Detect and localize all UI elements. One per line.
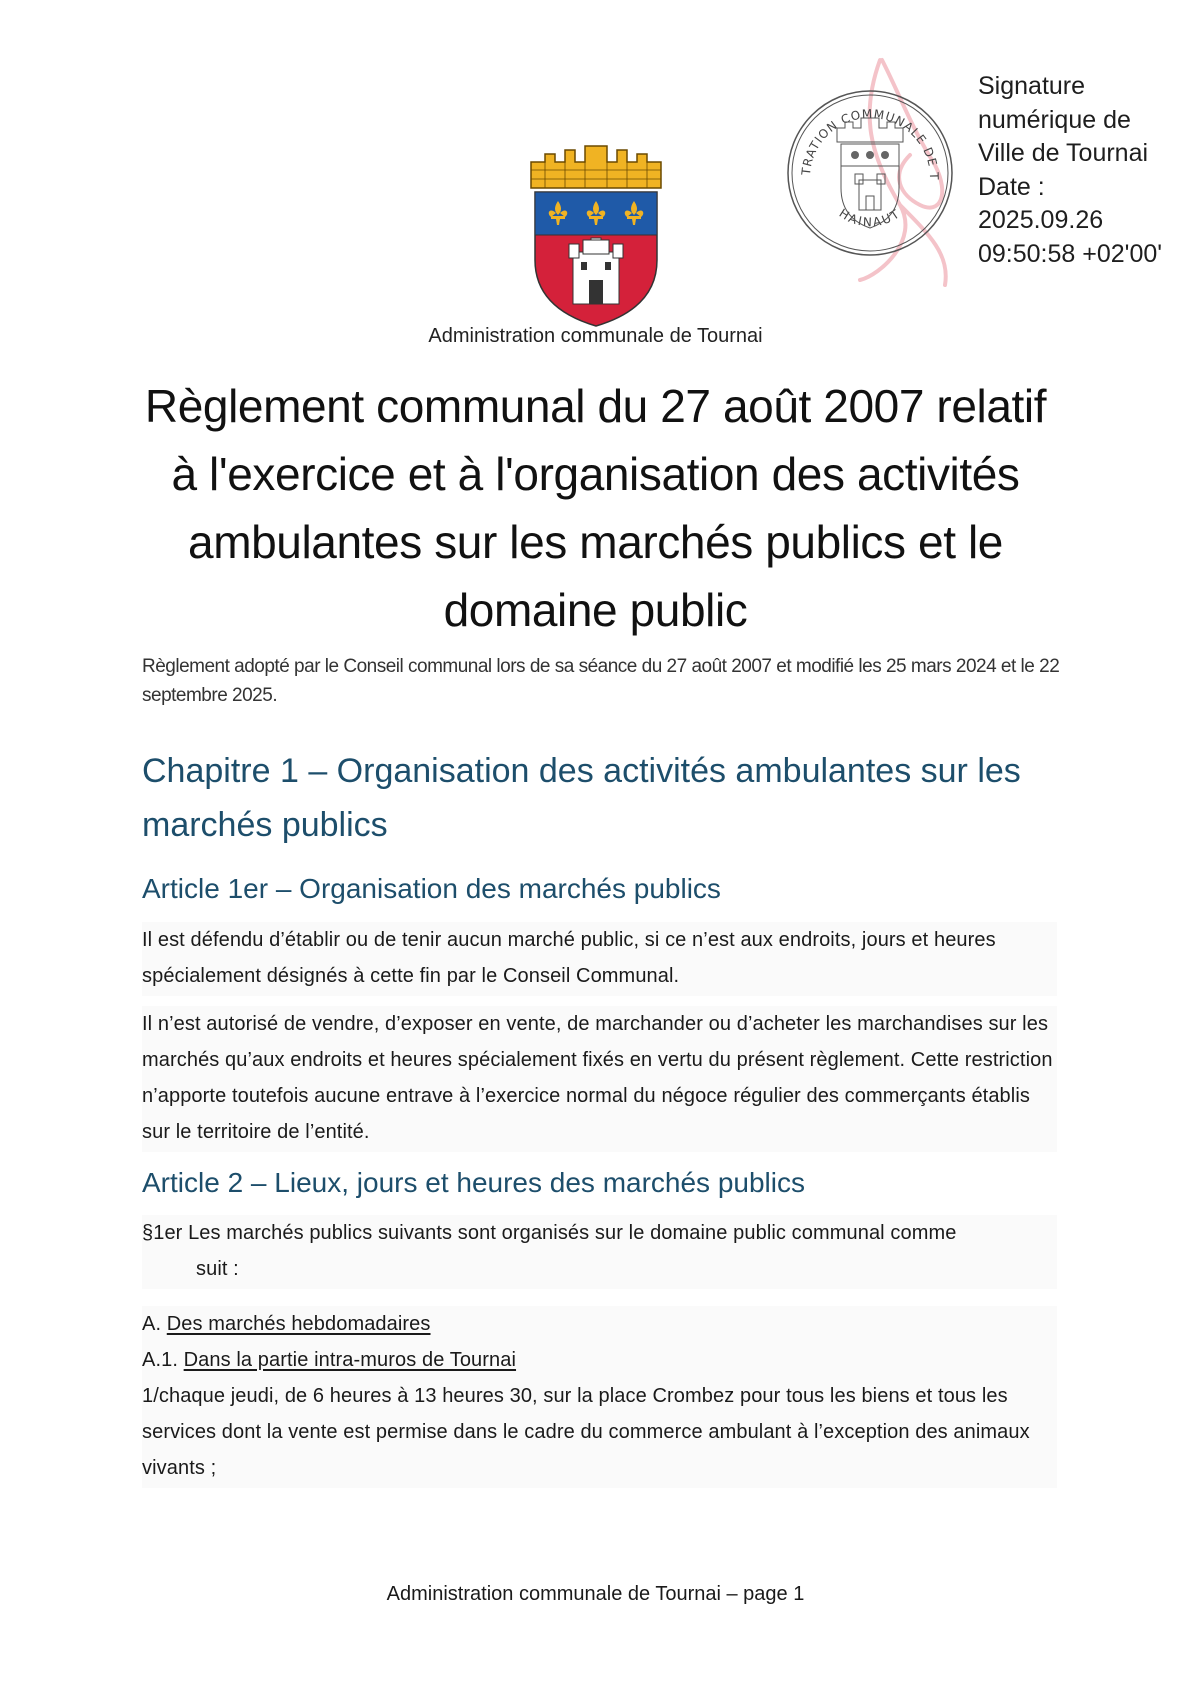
chapter-1-heading: Chapitre 1 – Organisation des activités ambulantes sur les marchés publics bbox=[142, 752, 1021, 844]
signature-line: Signature bbox=[978, 72, 1086, 100]
article-2-heading: Article 2 – Lieux, jours et heures des marchés publics bbox=[142, 1167, 805, 1198]
svg-text:ADMINISTRATION COMMUNALE DE TO bbox=[785, 88, 941, 181]
official-stamp bbox=[785, 88, 955, 258]
digital-signature-block bbox=[978, 70, 1162, 271]
list-item-a-label: Des marchés hebdomadaires bbox=[166, 1313, 431, 1335]
list-item-a bbox=[142, 1306, 1057, 1342]
list-item-a1-entry-1: 1/chaque jeudi, de 6 heures à 13 heures 30, sur la place Crombez pour tous les biens et tous les services dont la vente est permise dans le cadre du commerce ambulant à l’exception des animaux vivants ; bbox=[142, 1378, 1057, 1488]
list-item-a1 bbox=[142, 1342, 1057, 1378]
article-1-heading: Article 1er – Organisation des marchés publics bbox=[142, 873, 721, 904]
list-item-a-prefix: A. bbox=[142, 1313, 167, 1335]
stamp-ring-bottom: HAINAUT bbox=[836, 205, 904, 230]
svg-text:HAINAUT bbox=[837, 206, 904, 229]
signature-line: Date : bbox=[978, 172, 1045, 201]
list-item-a1-prefix: A.1. bbox=[142, 1349, 184, 1371]
section-1-line-1: §1er Les marchés publics suivants sont organisés sur le domaine public communal comme bbox=[142, 1222, 957, 1244]
stamp-ring-top: TRATION COMMUNALE DE T bbox=[798, 106, 942, 181]
article-1-paragraph-1: Il est défendu d’établir ou de tenir aucun marché public, si ce n’est aux endroits, jours et heures spécialement désignés à cette fin par le Conseil Communal. bbox=[142, 922, 1057, 996]
tournai-coat-of-arms bbox=[525, 140, 667, 330]
document-title: Règlement communal du 27 août 2007 relatif à l'exercice et à l'organisation des activités ambulantes sur les marchés publics et le domaine public bbox=[144, 380, 1047, 636]
signature-line: Ville de Tournai bbox=[978, 139, 1149, 167]
signature-line: numérique de bbox=[978, 105, 1131, 134]
signature-line: 2025.09.26 bbox=[978, 206, 1104, 234]
list-item-a1-label: Dans la partie intra-muros de Tournai bbox=[183, 1349, 517, 1371]
article-2-section-1 bbox=[142, 1215, 1057, 1289]
signature-line: 09:50:58 +02'00' bbox=[978, 239, 1163, 268]
section-1-line-2: suit : bbox=[196, 1258, 239, 1280]
document-subtitle: Règlement adopté par le Conseil communal lors de sa séance du 27 août 2007 et modifié les 25 mars 2024 et le 22 septembre 2025. bbox=[142, 656, 1060, 706]
header-organization: Administration communale de Tournai bbox=[428, 325, 763, 347]
page-footer: Administration communale de Tournai – page 1 bbox=[386, 1583, 805, 1605]
article-1-paragraph-2: Il n’est autorisé de vendre, d’exposer en vente, de marchander ou d’acheter les marchandises sur les marchés qu’aux endroits et heures spécialement fixés en vertu du présent règlement. Cette restriction n’apporte toutefois aucune entrave à l’exercice normal du négoce régulier des commerçants établis sur le territoire de l’entité. bbox=[142, 1006, 1057, 1152]
